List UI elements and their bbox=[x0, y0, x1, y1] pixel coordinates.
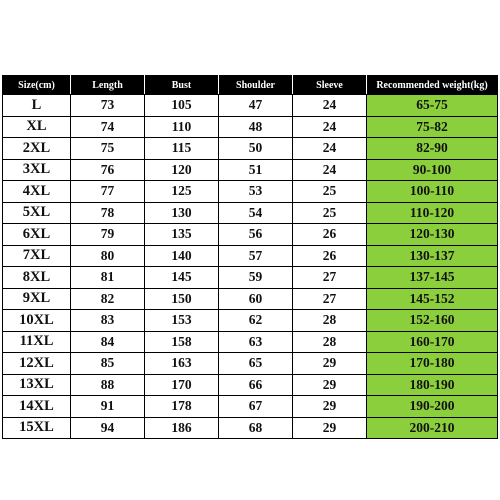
cell-size: 6XL bbox=[3, 224, 71, 246]
cell-recommended-weight: 190-200 bbox=[367, 396, 498, 418]
cell-bust: 110 bbox=[145, 116, 219, 138]
cell-shoulder: 59 bbox=[219, 267, 293, 289]
cell-length: 75 bbox=[71, 138, 145, 160]
header-length: Length bbox=[71, 76, 145, 95]
cell-recommended-weight: 120-130 bbox=[367, 224, 498, 246]
cell-size: 2XL bbox=[3, 138, 71, 160]
cell-bust: 150 bbox=[145, 288, 219, 310]
cell-recommended-weight: 160-170 bbox=[367, 331, 498, 353]
cell-length: 83 bbox=[71, 310, 145, 332]
table-row bbox=[3, 95, 498, 117]
cell-length: 91 bbox=[71, 396, 145, 418]
cell-sleeve: 29 bbox=[293, 353, 367, 375]
cell-length: 79 bbox=[71, 224, 145, 246]
cell-shoulder: 68 bbox=[219, 417, 293, 439]
table-row bbox=[3, 331, 498, 353]
header-bust: Bust bbox=[145, 76, 219, 95]
cell-shoulder: 66 bbox=[219, 374, 293, 396]
cell-shoulder: 50 bbox=[219, 138, 293, 160]
cell-size: 15XL bbox=[3, 417, 71, 439]
cell-shoulder: 65 bbox=[219, 353, 293, 375]
cell-bust: 178 bbox=[145, 396, 219, 418]
cell-sleeve: 24 bbox=[293, 159, 367, 181]
cell-size: XL bbox=[3, 116, 71, 138]
header-sleeve: Sleeve bbox=[293, 76, 367, 95]
cell-recommended-weight: 130-137 bbox=[367, 245, 498, 267]
table-row bbox=[3, 374, 498, 396]
table-row bbox=[3, 245, 498, 267]
cell-recommended-weight: 180-190 bbox=[367, 374, 498, 396]
cell-size: 8XL bbox=[3, 267, 71, 289]
cell-recommended-weight: 65-75 bbox=[367, 95, 498, 117]
cell-bust: 115 bbox=[145, 138, 219, 160]
table-row bbox=[3, 288, 498, 310]
cell-recommended-weight: 110-120 bbox=[367, 202, 498, 224]
cell-size: 5XL bbox=[3, 202, 71, 224]
table-row bbox=[3, 181, 498, 203]
cell-sleeve: 27 bbox=[293, 288, 367, 310]
cell-length: 74 bbox=[71, 116, 145, 138]
cell-size: 4XL bbox=[3, 181, 71, 203]
cell-recommended-weight: 170-180 bbox=[367, 353, 498, 375]
cell-sleeve: 28 bbox=[293, 331, 367, 353]
cell-shoulder: 51 bbox=[219, 159, 293, 181]
cell-sleeve: 28 bbox=[293, 310, 367, 332]
cell-length: 78 bbox=[71, 202, 145, 224]
cell-size: 12XL bbox=[3, 353, 71, 375]
cell-bust: 140 bbox=[145, 245, 219, 267]
cell-bust: 170 bbox=[145, 374, 219, 396]
table-row bbox=[3, 417, 498, 439]
size-table bbox=[2, 75, 498, 439]
cell-recommended-weight: 100-110 bbox=[367, 181, 498, 203]
cell-length: 82 bbox=[71, 288, 145, 310]
cell-size: 13XL bbox=[3, 374, 71, 396]
table-row bbox=[3, 159, 498, 181]
cell-recommended-weight: 90-100 bbox=[367, 159, 498, 181]
table-row bbox=[3, 116, 498, 138]
cell-shoulder: 53 bbox=[219, 181, 293, 203]
cell-recommended-weight: 145-152 bbox=[367, 288, 498, 310]
cell-size: 3XL bbox=[3, 159, 71, 181]
cell-bust: 120 bbox=[145, 159, 219, 181]
size-chart bbox=[2, 75, 497, 436]
cell-length: 77 bbox=[71, 181, 145, 203]
cell-bust: 105 bbox=[145, 95, 219, 117]
cell-bust: 186 bbox=[145, 417, 219, 439]
cell-sleeve: 26 bbox=[293, 245, 367, 267]
cell-length: 94 bbox=[71, 417, 145, 439]
table-row bbox=[3, 310, 498, 332]
cell-sleeve: 29 bbox=[293, 417, 367, 439]
cell-shoulder: 60 bbox=[219, 288, 293, 310]
cell-bust: 135 bbox=[145, 224, 219, 246]
cell-length: 85 bbox=[71, 353, 145, 375]
cell-shoulder: 67 bbox=[219, 396, 293, 418]
cell-sleeve: 25 bbox=[293, 181, 367, 203]
cell-shoulder: 48 bbox=[219, 116, 293, 138]
header-shoulder: Shoulder bbox=[219, 76, 293, 95]
cell-shoulder: 56 bbox=[219, 224, 293, 246]
header-row bbox=[3, 76, 498, 95]
cell-length: 84 bbox=[71, 331, 145, 353]
cell-sleeve: 29 bbox=[293, 396, 367, 418]
cell-bust: 163 bbox=[145, 353, 219, 375]
cell-sleeve: 29 bbox=[293, 374, 367, 396]
cell-size: L bbox=[3, 95, 71, 117]
cell-bust: 153 bbox=[145, 310, 219, 332]
cell-recommended-weight: 75-82 bbox=[367, 116, 498, 138]
cell-shoulder: 54 bbox=[219, 202, 293, 224]
cell-bust: 158 bbox=[145, 331, 219, 353]
cell-length: 81 bbox=[71, 267, 145, 289]
cell-size: 14XL bbox=[3, 396, 71, 418]
cell-size: 9XL bbox=[3, 288, 71, 310]
cell-length: 73 bbox=[71, 95, 145, 117]
cell-size: 7XL bbox=[3, 245, 71, 267]
header-size: Size(cm) bbox=[3, 76, 71, 95]
table-row bbox=[3, 353, 498, 375]
cell-sleeve: 24 bbox=[293, 95, 367, 117]
header-recommended-weight: Recommended weight(kg) bbox=[367, 76, 498, 95]
cell-shoulder: 63 bbox=[219, 331, 293, 353]
cell-sleeve: 25 bbox=[293, 202, 367, 224]
cell-sleeve: 24 bbox=[293, 138, 367, 160]
cell-sleeve: 26 bbox=[293, 224, 367, 246]
cell-shoulder: 57 bbox=[219, 245, 293, 267]
table-row bbox=[3, 202, 498, 224]
table-row bbox=[3, 138, 498, 160]
cell-size: 11XL bbox=[3, 331, 71, 353]
cell-bust: 145 bbox=[145, 267, 219, 289]
table-body bbox=[3, 95, 498, 439]
cell-bust: 125 bbox=[145, 181, 219, 203]
cell-sleeve: 24 bbox=[293, 116, 367, 138]
cell-size: 10XL bbox=[3, 310, 71, 332]
cell-bust: 130 bbox=[145, 202, 219, 224]
table-row bbox=[3, 224, 498, 246]
cell-shoulder: 47 bbox=[219, 95, 293, 117]
cell-length: 76 bbox=[71, 159, 145, 181]
table-row bbox=[3, 267, 498, 289]
cell-shoulder: 62 bbox=[219, 310, 293, 332]
cell-length: 80 bbox=[71, 245, 145, 267]
cell-sleeve: 27 bbox=[293, 267, 367, 289]
cell-recommended-weight: 137-145 bbox=[367, 267, 498, 289]
table-row bbox=[3, 396, 498, 418]
cell-length: 88 bbox=[71, 374, 145, 396]
cell-recommended-weight: 152-160 bbox=[367, 310, 498, 332]
cell-recommended-weight: 82-90 bbox=[367, 138, 498, 160]
cell-recommended-weight: 200-210 bbox=[367, 417, 498, 439]
